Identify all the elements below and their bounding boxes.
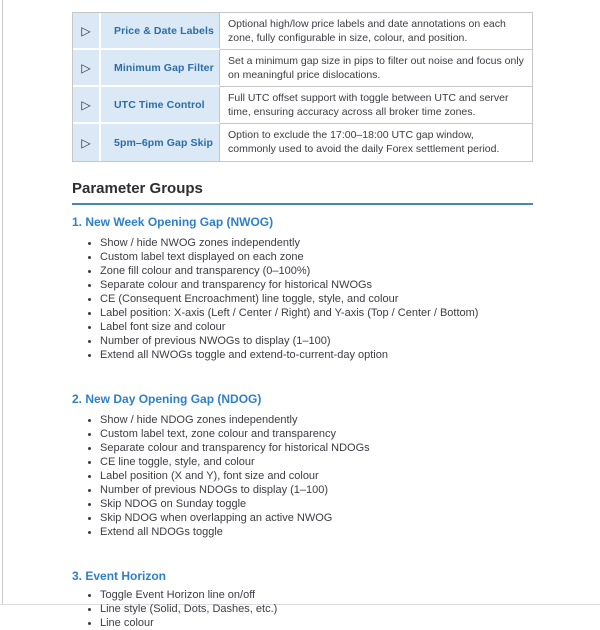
expand-arrow-icon[interactable]: ▷ [73,87,101,124]
list-item: • Extend all NDOGs toggle [100,525,533,539]
list-item: • Skip NDOG on Sunday toggle [100,497,533,511]
list-item: • Show / hide NDOG zones independently [100,413,533,427]
list-item: • Separate colour and transparency for historical NDOGs [100,441,533,455]
feature-name-utc-time-control: UTC Time Control [101,87,220,124]
feature-description: Option to exclude the 17:00–18:00 UTC gap window, commonly used to avoid the daily Forex settlement period. [220,124,532,161]
list-item: • Number of previous NWOGs to display (1–100) [100,334,533,348]
list-item: • Zone fill colour and transparency (0–100%) [100,264,533,278]
list-item: • Toggle Event Horizon line on/off [100,588,533,602]
list-item: • Number of previous NDOGs to display (1–100) [100,483,533,497]
list-item: • Label position (X and Y), font size and colour [100,469,533,483]
list-item: • Line colour [100,616,533,630]
list-item: • CE line toggle, style, and colour [100,455,533,469]
section-title-ndog: 2. New Day Opening Gap (NDOG) [72,392,262,406]
list-item: • Custom label text, zone colour and transparency [100,427,533,441]
section-title-event-horizon: 3. Event Horizon [72,569,167,583]
feature-description: Full UTC offset support with toggle between UTC and server time, ensuring accuracy across all broker time zones. [220,87,532,124]
feature-description: Set a minimum gap size in pips to filter out noise and focus only on meaningful price dislocations. [220,50,532,87]
section-title-nwog: 1. New Week Opening Gap (NWOG) [72,215,274,229]
expand-arrow-icon[interactable]: ▷ [73,13,101,50]
list-item: • Label position: X-axis (Left / Center / Right) and Y-axis (Top / Center / Bottom) [100,306,533,320]
feature-description: Optional high/low price labels and date annotations on each zone, fully configurable in size, colour, and position. [220,13,532,50]
ndog-parameter-list [72,413,533,539]
expand-arrow-icon[interactable]: ▷ [73,124,101,161]
page-content [72,12,533,630]
event-horizon-parameter-list [72,588,533,630]
list-item: • Custom label text displayed on each zone [100,250,533,264]
heading-rule [72,203,533,205]
parameter-groups-heading: Parameter Groups [72,180,203,197]
list-item: • Show / hide NWOG zones independently [100,236,533,250]
list-item: • Label font size and colour [100,320,533,334]
window-left-edge-line [2,0,3,605]
nwog-parameter-list [72,236,533,362]
expand-arrow-icon[interactable]: ▷ [73,50,101,87]
list-item: • Separate colour and transparency for historical NWOGs [100,278,533,292]
feature-name-5pm-6pm-gap-skip: 5pm–6pm Gap Skip [101,124,220,161]
list-item: • Skip NDOG when overlapping an active NWOG [100,511,533,525]
list-item: • Extend all NWOGs toggle and extend-to-current-day option [100,348,533,362]
feature-name-price-date-labels: Price & Date Labels [101,13,220,50]
feature-name-minimum-gap-filter: Minimum Gap Filter [101,50,220,87]
feature-table [72,12,533,162]
list-item: • Line style (Solid, Dots, Dashes, etc.) [100,602,533,616]
list-item: • CE (Consequent Encroachment) line toggle, style, and colour [100,292,533,306]
